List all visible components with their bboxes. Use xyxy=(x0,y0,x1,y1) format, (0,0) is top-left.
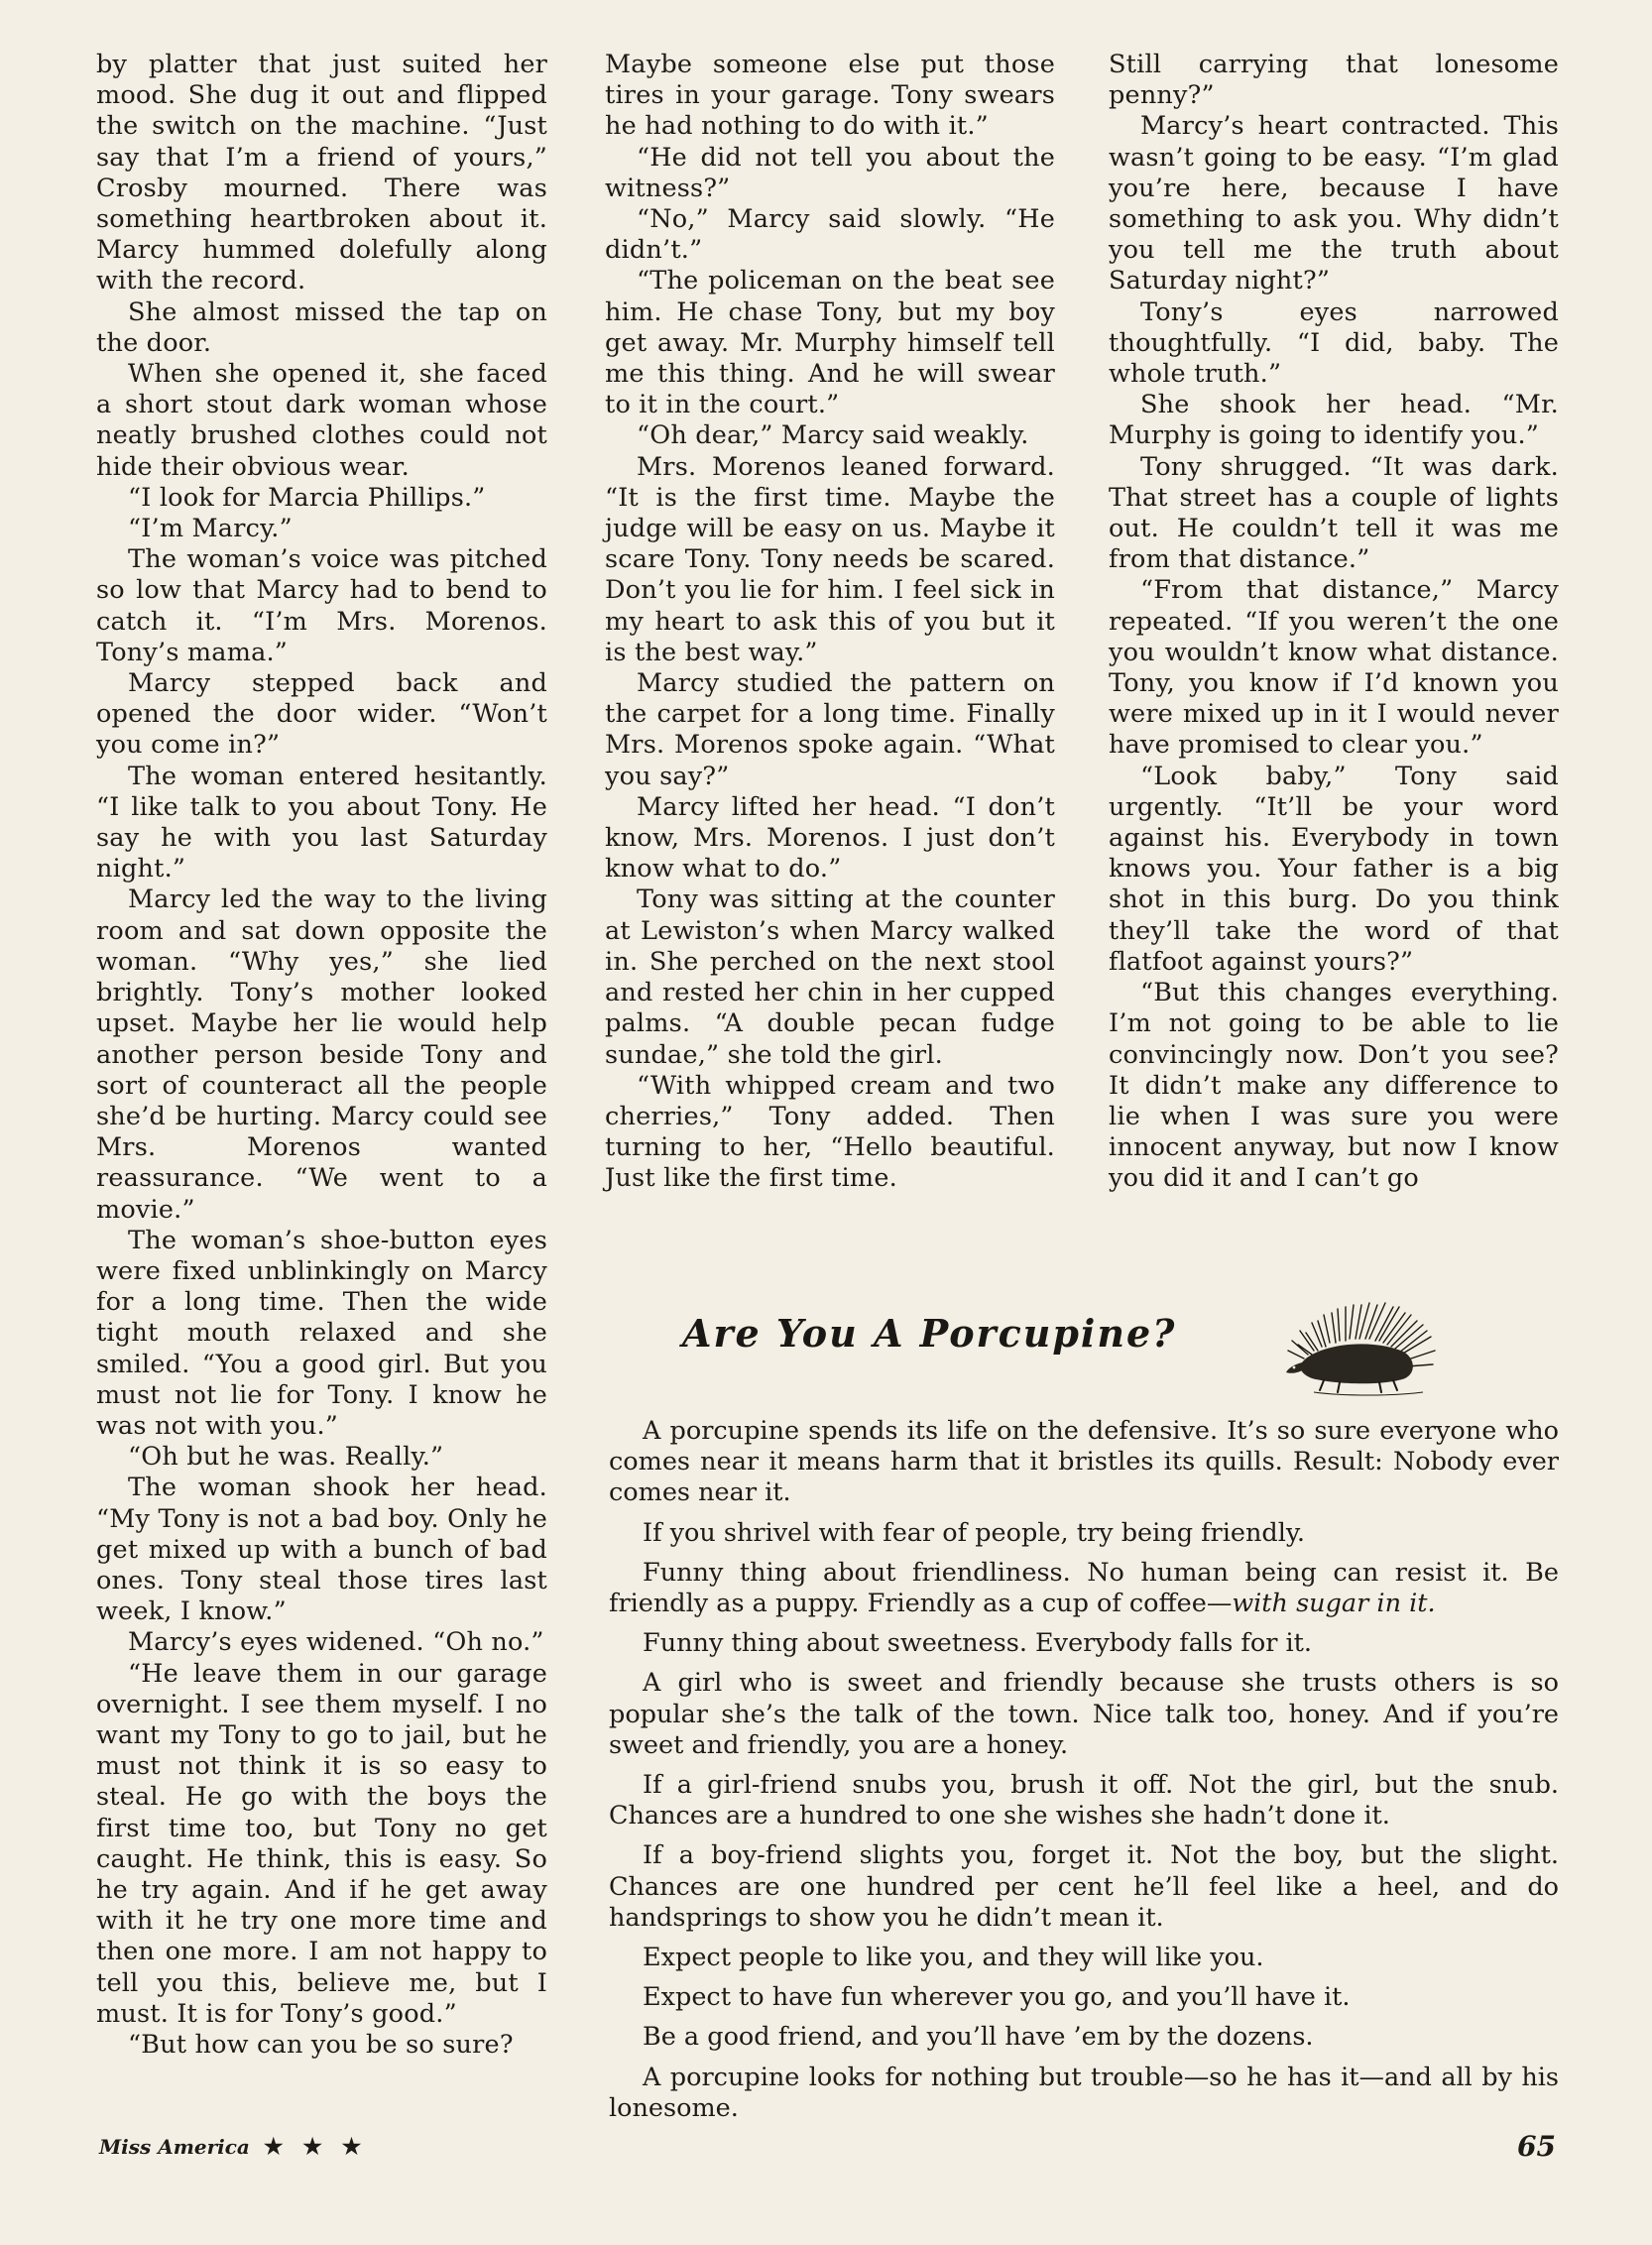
story-column-1 xyxy=(96,50,547,2061)
story-paragraph: Marcy studied the pattern on the carpet for a long time. Finally Mrs. Morenos spoke again. “What you say?” xyxy=(605,668,1055,791)
article-paragraph: A girl who is sweet and friendly because she trusts others is so popular she’s the talk of the town. Nice talk too, honey. And if you’re sweet and friendly, you are a honey. xyxy=(609,1668,1559,1760)
story-paragraph: The woman entered hesitantly. “I like talk to you about Tony. He say he with you last Saturday night.” xyxy=(96,761,547,885)
story-paragraph: The woman’s voice was pitched so low that Marcy had to bend to catch it. “I’m Mrs. Morenos. Tony’s mama.” xyxy=(96,544,547,667)
story-paragraph: When she opened it, she faced a short stout dark woman whose neatly brushed clothes could not hide their obvious wear. xyxy=(96,359,547,482)
story-paragraph: “But this changes everything. I’m not going to be able to lie convincingly now. Don’t you see? It didn’t make any difference to lie when I was sure you were innocent anyway, but now I know you did it and I can’t go xyxy=(1109,978,1559,1194)
story-paragraph: “Oh but he was. Really.” xyxy=(128,1442,444,1473)
story-paragraph: “No,” Marcy said slowly. “He didn’t.” xyxy=(605,204,1055,266)
article-paragraph: If a boy-friend slights you, forget it. Not the boy, but the slight. Chances are one hundred per cent he’ll feel like a heel, and do handsprings to show you he didn’t mean it. xyxy=(609,1840,1559,1933)
article-paragraph: Funny thing about sweetness. Everybody falls for it. xyxy=(643,1628,1313,1659)
story-paragraph: Marcy’s heart contracted. This wasn’t going to be easy. “I’m glad you’re here, because I have something to ask you. Why didn’t you tell me the truth about Saturday night?” xyxy=(1109,111,1559,296)
story-paragraph: “Oh dear,” Marcy said weakly. xyxy=(637,420,1029,451)
article-paragraph: If you shrivel with fear of people, try being friendly. xyxy=(643,1517,1306,1548)
story-paragraph: “I’m Marcy.” xyxy=(128,514,293,544)
porcupine-article-body xyxy=(609,1416,1559,2133)
star-icons: ★ ★ ★ xyxy=(263,2134,368,2160)
story-paragraph: Marcy led the way to the living room and sat down opposite the woman. “Why yes,” she lied brightly. Tony’s mother looked upset. Maybe her lie would help another person beside Tony and sort of counteract all the people she’d be hurting. Marcy could see Mrs. Morenos wanted reassurance. “We went to a movie.” xyxy=(96,885,547,1225)
story-paragraph: Maybe someone else put those tires in your garage. Tony swears he had nothing to do with it.” xyxy=(605,50,1055,142)
story-paragraph: She shook her head. “Mr. Murphy is going to identify you.” xyxy=(1109,390,1559,451)
story-paragraph: “He did not tell you about the witness?” xyxy=(605,142,1055,203)
story-paragraph: “But how can you be so sure? xyxy=(128,2030,514,2060)
sidebar-heading xyxy=(674,1289,1428,1408)
porcupine-illustration-icon xyxy=(1284,1289,1463,1398)
magazine-title: Miss America xyxy=(99,2135,250,2159)
story-paragraph: Tony’s eyes narrowed thoughtfully. “I did, baby. The whole truth.” xyxy=(1109,296,1559,390)
box-title: Are You A Porcupine? xyxy=(682,1311,1177,1356)
story-paragraph: “Look baby,” Tony said urgently. “It’ll be your word against his. Everybody in town knows you. Your father is a big shot in this burg. Do you think they’ll take the word of that flatfoot against yours?” xyxy=(1109,761,1559,977)
story-paragraph: Marcy’s eyes widened. “Oh no.” xyxy=(128,1627,544,1658)
story-paragraph: She almost missed the tap on the door. xyxy=(96,296,547,358)
story-paragraph: Marcy stepped back and opened the door wider. “Won’t you come in?” xyxy=(96,668,547,761)
article-paragraph: A porcupine looks for nothing but trouble—so he has it—and all by his lonesome. xyxy=(609,2062,1559,2123)
article-paragraph xyxy=(609,1558,1559,1619)
story-paragraph: Mrs. Morenos leaned forward. “It is the first time. Maybe the judge will be easy on us. Maybe it scare Tony. Tony needs be scared. Don’t you lie for him. I feel sick in my heart to ask this of you but it is the best way.” xyxy=(605,451,1055,667)
article-paragraph: A porcupine spends its life on the defensive. It’s so sure everyone who comes near it means harm that it bristles its quills. Result: Nobody ever comes near it. xyxy=(609,1416,1559,1508)
story-paragraph: “I look for Marcia Phillips.” xyxy=(128,482,486,513)
story-paragraph: “He leave them in our garage overnight. I see them myself. I no want my Tony to go to jail, but he must not think it is so easy to steal. He go with the boys the first time too, but Tony no get caught. He think, this is easy. So he try again. And if he get away with it he try one more time and then one more. I am not happy to tell you this, believe me, but I must. It is for Tony’s good.” xyxy=(96,1658,547,2029)
story-paragraph: “From that distance,” Marcy repeated. “If you weren’t the one you wouldn’t know what distance. Tony, you know if I’d known you were mixed up in it I would never have promised to clear you.” xyxy=(1109,575,1559,761)
story-column-2 xyxy=(605,50,1055,1195)
story-paragraph: Tony shrugged. “It was dark. That street has a couple of lights out. He couldn’t tell it was me from that distance.” xyxy=(1109,451,1559,575)
article-paragraph: If a girl-friend snubs you, brush it off. Not the girl, but the snub. Chances are a hundred to one she wishes she hadn’t done it. xyxy=(609,1770,1559,1831)
story-paragraph: Marcy lifted her head. “I don’t know, Mrs. Morenos. I just don’t know what to do.” xyxy=(605,791,1055,885)
page-number: 65 xyxy=(1517,2130,1556,2163)
footer-magazine-name xyxy=(99,2134,367,2160)
story-paragraph: by platter that just suited her mood. She dug it out and flipped the switch on the machine. “Just say that I’m a friend of yours,” Crosby mourned. There was something heartbroken about it. Marcy hummed dolefully along with the record. xyxy=(96,50,547,296)
article-paragraph: Expect to have fun wherever you go, and you’ll have it. xyxy=(643,1982,1351,2013)
story-paragraph: “With whipped cream and two cherries,” Tony added. Then turning to her, “Hello beautiful. Just like the first time. xyxy=(605,1070,1055,1194)
story-paragraph: Still carrying that lonesome penny?” xyxy=(1109,50,1559,111)
story-paragraph: “The policeman on the beat see him. He chase Tony, but my boy get away. Mr. Murphy himself tell me this thing. And he will swear to it in the court.” xyxy=(605,266,1055,420)
article-paragraph: Be a good friend, and you’ll have ’em by the dozens. xyxy=(643,2022,1314,2053)
article-emphasis: with sugar in it. xyxy=(1232,1589,1436,1619)
story-paragraph: Tony was sitting at the counter at Lewiston’s when Marcy walked in. She perched on the next stool and rested her chin in her cupped palms. “A double pecan fudge sundae,” she told the girl. xyxy=(605,885,1055,1070)
article-paragraph: Expect people to like you, and they will like you. xyxy=(643,1943,1264,1973)
story-paragraph: The woman’s shoe-button eyes were fixed unblinkingly on Marcy for a long time. Then the wide tight mouth relaxed and she smiled. “You a good girl. But you must not lie for Tony. I know he was not with you.” xyxy=(96,1225,547,1441)
article-text: Funny thing about friendliness. No human being can resist it. Be friendly as a puppy. Friendly as a cup of coffee— xyxy=(609,1557,1559,1619)
story-column-3 xyxy=(1109,50,1559,1195)
story-paragraph: The woman shook her head. “My Tony is not a bad boy. Only he get mixed up with a bunch of bad ones. Tony steal those tires last week, I know.” xyxy=(96,1473,547,1627)
